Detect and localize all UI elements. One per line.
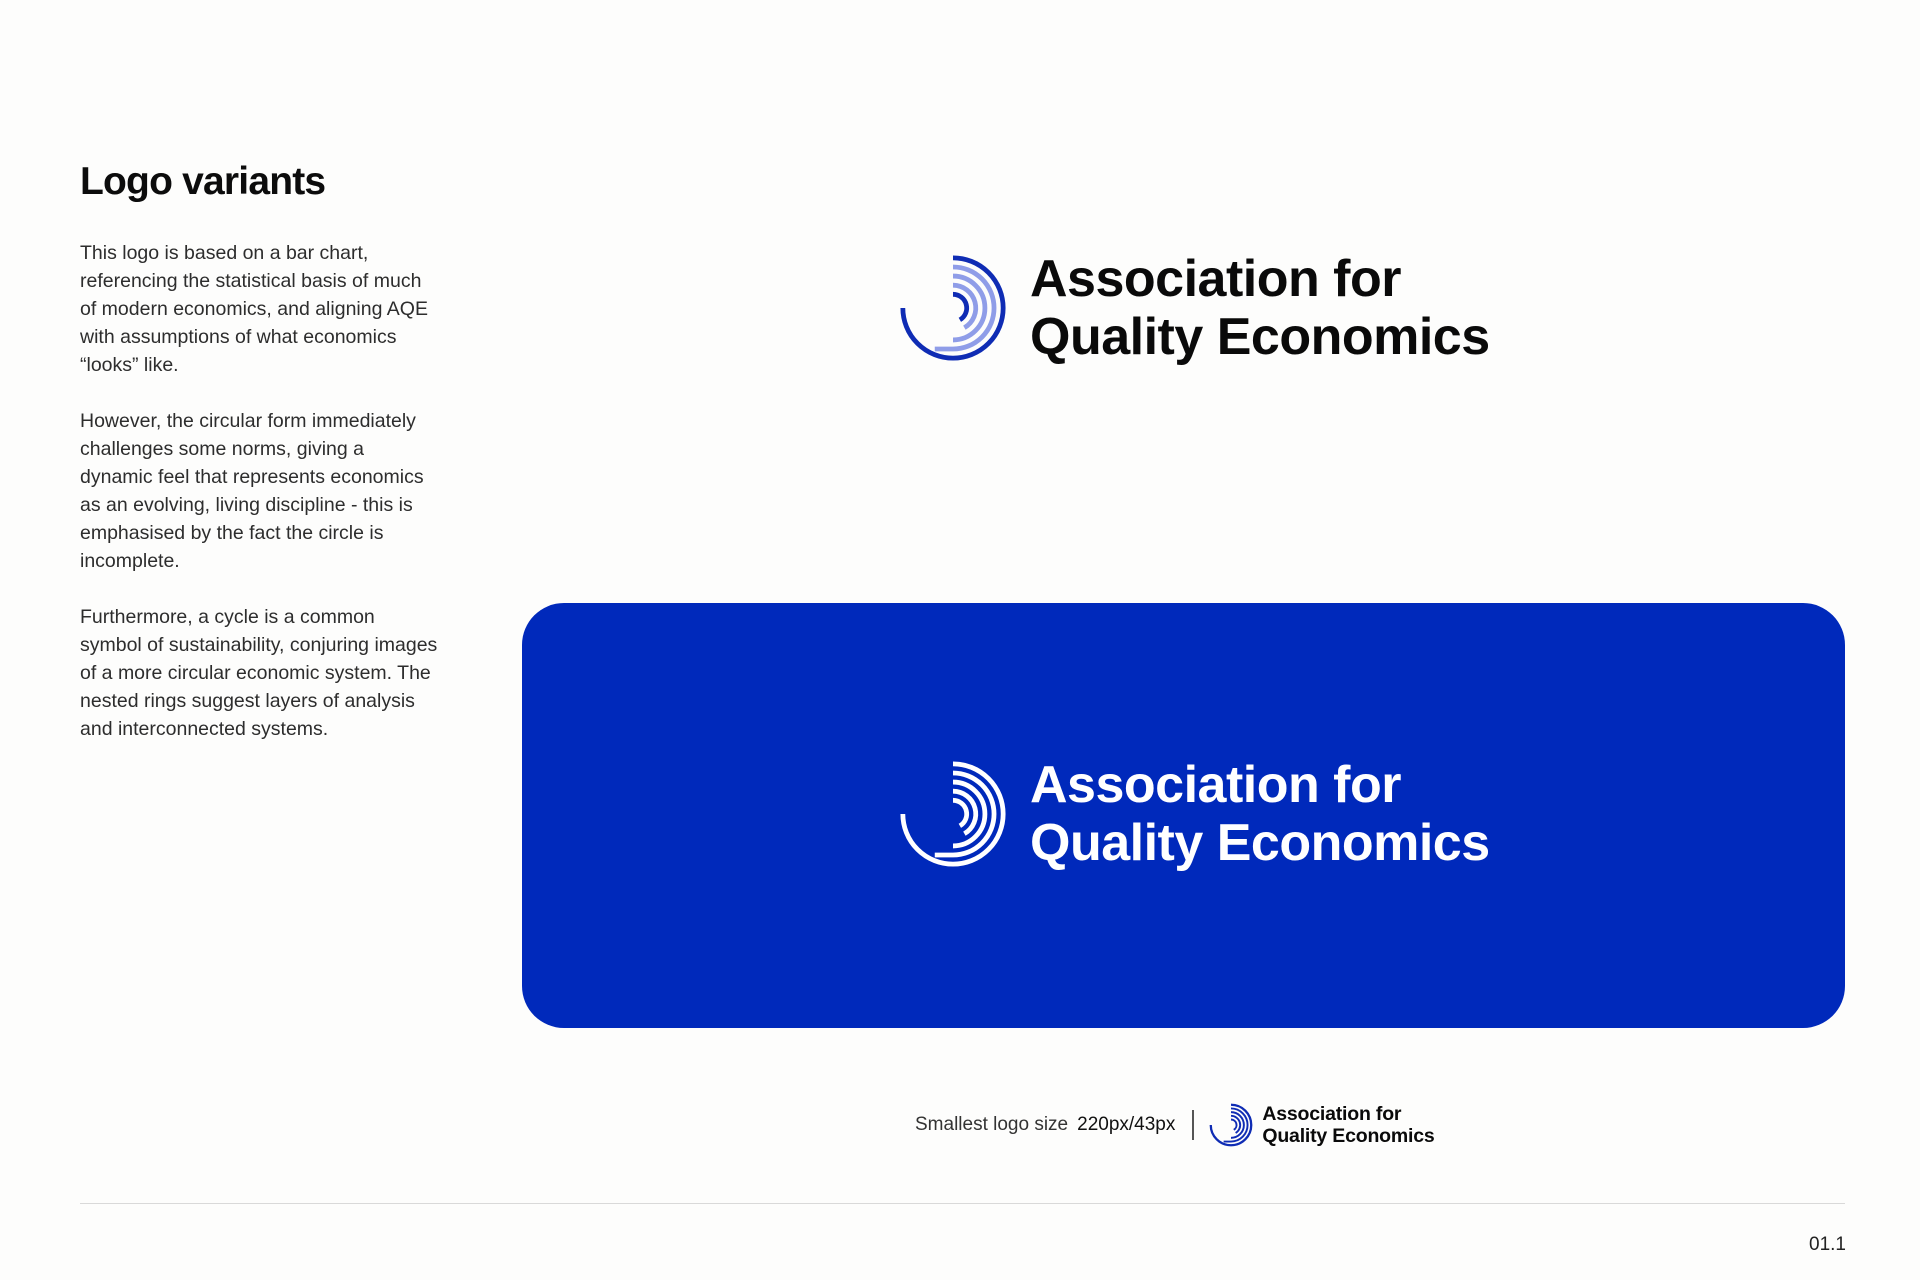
nested-rings-icon (896, 251, 1010, 365)
divider (1192, 1110, 1194, 1140)
logo-wordmark (1030, 250, 1490, 366)
paragraph-1: This logo is based on a bar chart, referencing the statistical basis of much of modern economics, and aligning AQE with assumptions of what economics “looks” like. (80, 242, 428, 376)
logo-line-2: Quality Economics (1030, 814, 1490, 872)
minimum-size-spec (915, 1097, 1435, 1153)
logo-small (1208, 1102, 1434, 1148)
paragraph-2: However, the circular form immediately challenges some norms, giving a dynamic feel that represents economics as an evolving, living discipline - this is emphasised by the fact the circle is incomplete. (80, 410, 424, 572)
logo-wordmark (1030, 756, 1490, 872)
logo-primary (896, 250, 1490, 366)
logo-line-2: Quality Economics (1030, 308, 1490, 366)
logo-inverse (896, 756, 1490, 872)
ring-outer (903, 764, 1003, 864)
logo-line-1: Association for (1030, 756, 1401, 814)
page-number: 01.1 (1809, 1234, 1846, 1255)
nested-rings-icon (896, 757, 1010, 871)
description (80, 239, 440, 771)
ring-outer (903, 258, 1003, 358)
logo-line-1: Association for (1030, 250, 1401, 308)
nested-rings-icon (1208, 1102, 1254, 1148)
page-title: Logo variants (80, 160, 326, 203)
logo-line-2: Quality Economics (1262, 1125, 1435, 1147)
minimum-size-value: 220px/43px (1077, 1114, 1176, 1135)
ring-inner (953, 800, 967, 826)
paragraph-3: Furthermore, a cycle is a common symbol of sustainability, conjuring images of a more circular economic system. The nested rings suggest layers of analysis and interconnected systems. (80, 606, 438, 740)
logo-wordmark (1262, 1103, 1434, 1147)
ring-outer (1211, 1105, 1251, 1145)
ring-inner (1231, 1119, 1237, 1129)
logo-line-1: Association for (1262, 1103, 1402, 1125)
footer-divider (80, 1203, 1845, 1204)
ring-inner (953, 294, 967, 320)
minimum-size-label: Smallest logo size (915, 1114, 1069, 1135)
